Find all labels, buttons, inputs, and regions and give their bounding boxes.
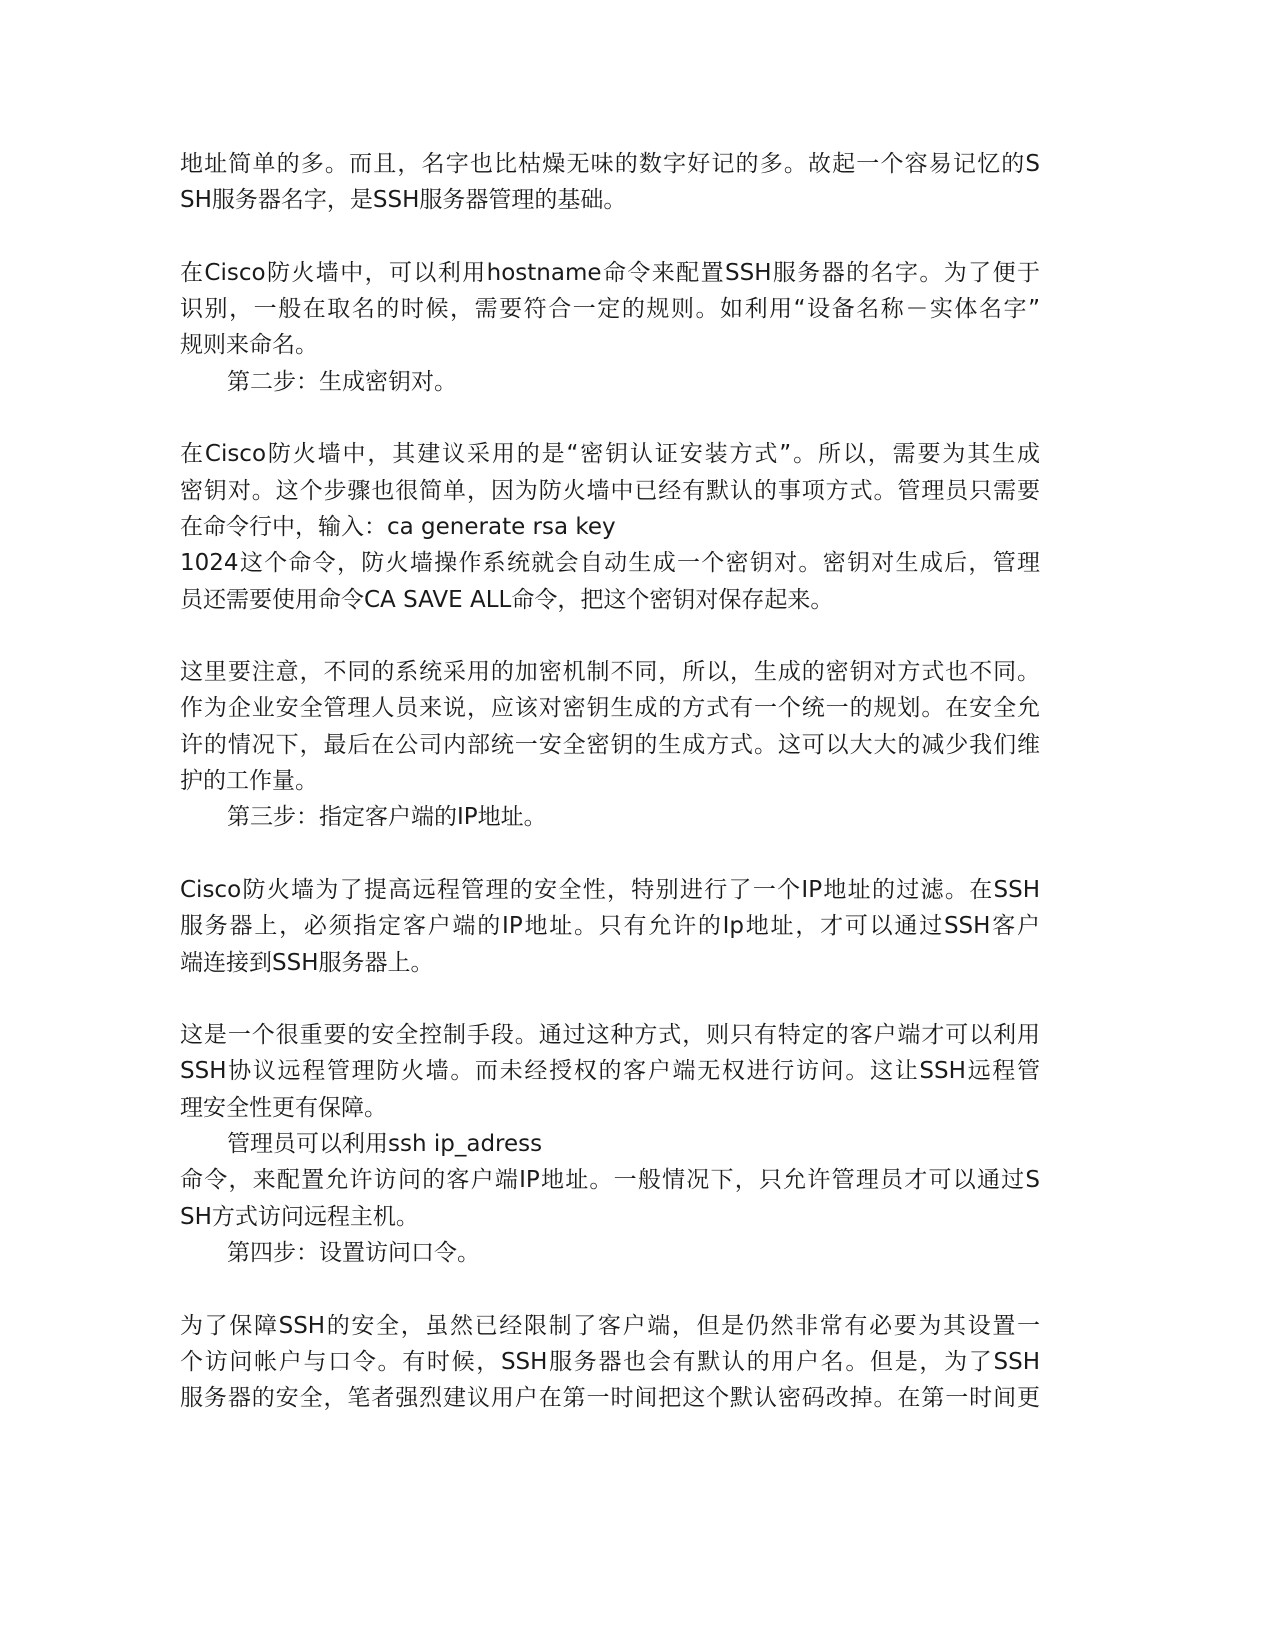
- paragraph-gap: [180, 1271, 1040, 1307]
- text-line: SSH协议远程管理防火墙。而未经授权的客户端无权进行访问。这让SSH远程管: [180, 1058, 1040, 1085]
- text-line: 在命令行中，输入：ca generate rsa key: [180, 513, 616, 540]
- text-line: 许的情况下，最后在公司内部统一安全密钥的生成方式。这可以大大的减少我们维: [180, 731, 1040, 758]
- paragraph-gap: [180, 836, 1040, 872]
- text-line: 规则来命名。: [180, 332, 318, 359]
- paragraph-gap: [180, 618, 1040, 654]
- text-line: 1024这个命令，防火墙操作系统就会自动生成一个密钥对。密钥对生成后，管理: [180, 550, 1040, 577]
- text-line: Cisco防火墙为了提高远程管理的安全性，特别进行了一个IP地址的过滤。在SSH: [180, 876, 1040, 903]
- text-line: 服务器上，必须指定客户端的IP地址。只有允许的Ip地址，才可以通过SSH客户: [180, 913, 1040, 940]
- text-line: 为了保障SSH的安全，虽然已经限制了客户端，但是仍然非常有必要为其设置一: [180, 1312, 1040, 1339]
- text-line: 管理员可以利用ssh ip_adress: [227, 1131, 543, 1158]
- text-line: 这里要注意，不同的系统采用的加密机制不同，所以，生成的密钥对方式也不同。: [180, 659, 1040, 686]
- paragraph-gap: [180, 400, 1040, 436]
- document-page: [180, 146, 1040, 1416]
- text-line: 在Cisco防火墙中，其建议采用的是“密钥认证安装方式”。所以，需要为其生成: [180, 441, 1040, 468]
- text-line: 护的工作量。: [180, 768, 318, 795]
- text-line: 密钥对。这个步骤也很简单，因为防火墙中已经有默认的事项方式。管理员只需要: [180, 477, 1040, 504]
- text-line: 个访问帐户与口令。有时候，SSH服务器也会有默认的用户名。但是，为了SSH: [180, 1348, 1040, 1375]
- text-line: 命令，来配置允许访问的客户端IP地址。一般情况下，只允许管理员才可以通过S: [180, 1167, 1040, 1194]
- step-heading: 第三步：指定客户端的IP地址。: [227, 804, 547, 831]
- text-line: 识别，一般在取名的时候，需要符合一定的规则。如利用“设备名称－实体名字”: [180, 296, 1040, 323]
- text-line: 在Cisco防火墙中，可以利用hostname命令来配置SSH服务器的名字。为了便于: [180, 259, 1040, 286]
- text-line: 服务器的安全，笔者强烈建议用户在第一时间把这个默认密码改掉。在第一时间更: [180, 1385, 1040, 1412]
- step-heading: 第二步：生成密钥对。: [227, 368, 457, 395]
- text-line: 端连接到SSH服务器上。: [180, 949, 434, 976]
- text-line: SH方式访问远程主机。: [180, 1203, 419, 1230]
- paragraph-gap: [180, 981, 1040, 1017]
- text-line: 地址简单的多。而且，名字也比枯燥无味的数字好记的多。故起一个容易记忆的S: [180, 151, 1040, 177]
- text-line: SH服务器名字，是SSH服务器管理的基础。: [180, 187, 627, 214]
- text-line: 理安全性更有保障。: [180, 1094, 387, 1121]
- paragraph-gap: [180, 219, 1040, 255]
- text-line: 作为企业安全管理人员来说，应该对密钥生成的方式有一个统一的规划。在安全允: [180, 695, 1040, 722]
- text-line: 员还需要使用命令CA SAVE ALL命令，把这个密钥对保存起来。: [180, 586, 834, 613]
- text-line: 这是一个很重要的安全控制手段。通过这种方式，则只有特定的客户端才可以利用: [180, 1022, 1040, 1049]
- step-heading: 第四步：设置访问口令。: [227, 1239, 480, 1266]
